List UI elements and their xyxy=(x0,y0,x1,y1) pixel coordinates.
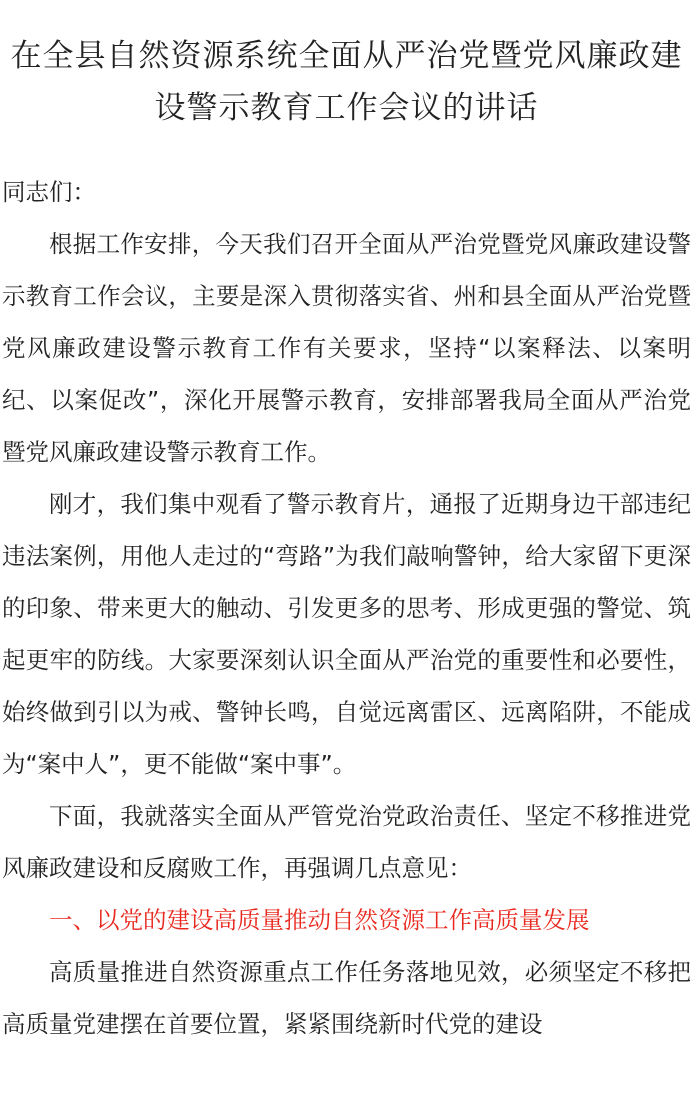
document-title: 在全县自然资源系统全面从严治党暨党风廉政建设警示教育工作会议的讲话 xyxy=(10,38,683,126)
section-1-paragraph: 高质量推进自然资源重点工作任务落地见效，必须坚定不移把高质量党建摆在首要位置，紧紧围绕新时代党的建设 xyxy=(2,958,691,1038)
salutation: 同志们： xyxy=(2,178,96,206)
paragraph-2: 刚才，我们集中观看了警示教育片，通报了近期身边干部违纪违法案例，用他人走过的“弯路”为我们敲响警钟，给大家留下更深的印象、带来更大的触动、引发更多的思考、形成更强的警觉、筑起更牢的防线。大家要深刻认识全面从严治党的重要性和必要性，始终做到引以为戒、警钟长鸣，自觉远离雷区、远离陷阱，不能成为“案中人”，更不能做“案中事”。 xyxy=(2,490,691,778)
document-body xyxy=(0,166,693,1050)
paragraph-1: 根据工作安排，今天我们召开全面从严治党暨党风廉政建设警示教育工作会议，主要是深入贯彻落实省、州和县全面从严治党暨党风廉政建设警示教育工作有关要求，坚持“以案释法、以案明纪、以案促改”，深化开展警示教育，安排部署我局全面从严治党暨党风廉政建设警示教育工作。 xyxy=(2,230,691,466)
paragraph-3: 下面，我就落实全面从严管党治党政治责任、坚定不移推进党风廉政建设和反腐败工作，再强调几点意见： xyxy=(2,802,691,882)
section-heading-1: 一、以党的建设高质量推动自然资源工作高质量发展 xyxy=(49,906,590,934)
